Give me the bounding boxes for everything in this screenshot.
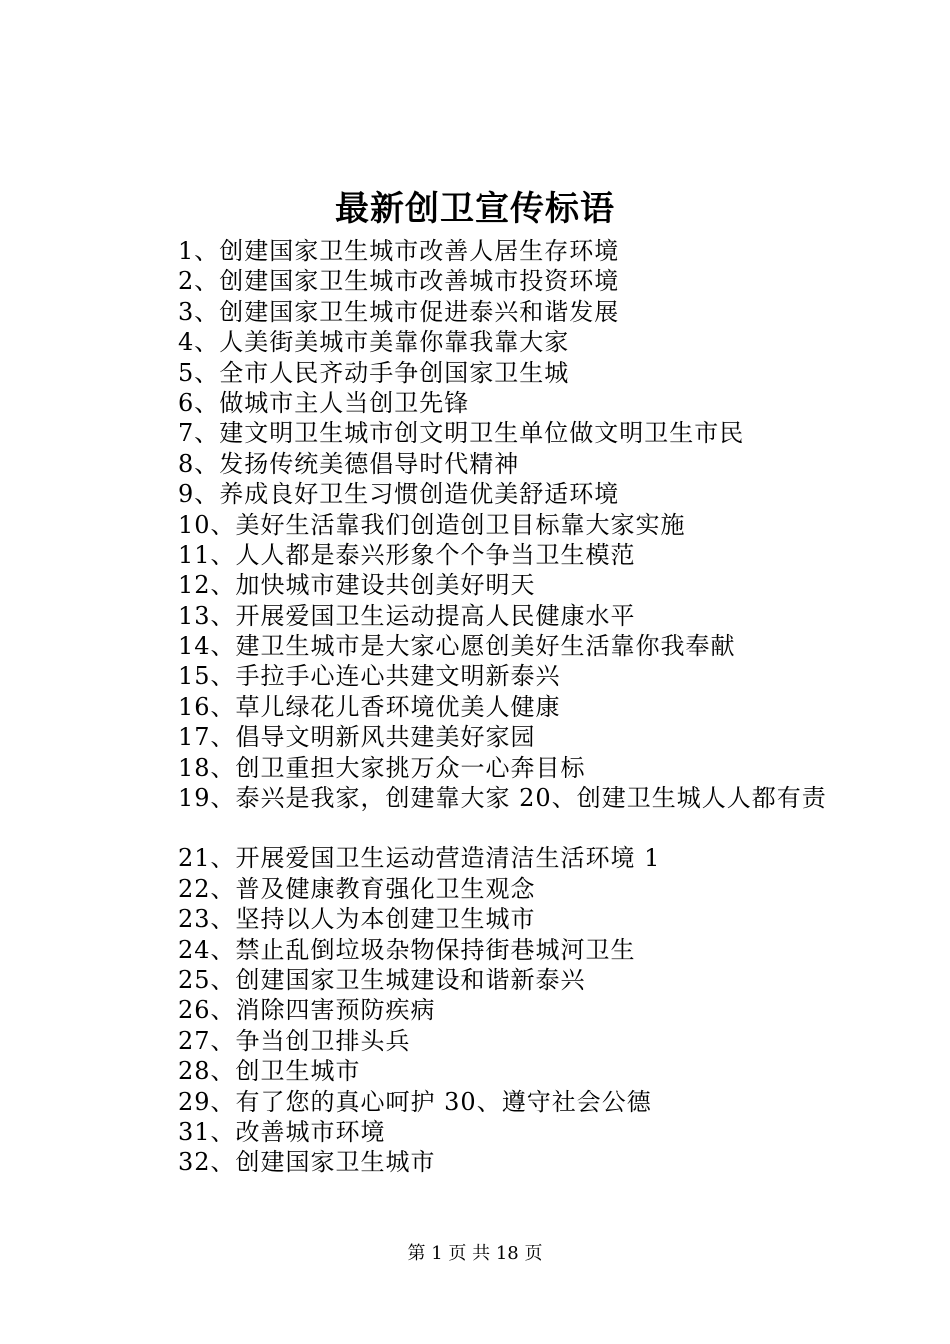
- slogan-line: 7、建文明卫生城市创文明卫生单位做文明卫生市民: [178, 419, 745, 448]
- slogan-line: 21、开展爱国卫生运动营造清洁生活环境 1: [178, 844, 661, 873]
- slogan-line: 1、创建国家卫生城市改善人居生存环境: [178, 237, 620, 265]
- slogan-line: 23、坚持以人为本创建卫生城市: [178, 905, 536, 934]
- slogan-line: 25、创建国家卫生城建设和谐新泰兴: [178, 965, 586, 994]
- slogan-line: 11、人人都是泰兴形象个个争当卫生模范: [178, 540, 636, 569]
- slogan-line: 28、创卫生城市: [178, 1057, 361, 1086]
- slogan-line: 18、创卫重担大家挑万众一心奔目标: [178, 753, 586, 782]
- slogan-line: 32、创建国家卫生城市: [178, 1148, 436, 1177]
- slogan-line: 3、创建国家卫生城市促进泰兴和谐发展: [178, 297, 620, 326]
- slogan-line: 12、加快城市建设共创美好明天: [178, 571, 536, 600]
- slogan-line: 22、普及健康教育强化卫生观念: [178, 874, 536, 903]
- slogan-line: 15、手拉手心连心共建文明新泰兴: [178, 662, 561, 691]
- slogan-line: 27、争当创卫排头兵: [178, 1026, 411, 1055]
- slogan-line: 16、草儿绿花儿香环境优美人健康: [178, 692, 561, 721]
- slogan-line: 14、建卫生城市是大家心愿创美好生活靠你我奉献: [178, 632, 736, 661]
- slogan-list: [178, 236, 918, 1178]
- slogan-line: 31、改善城市环境: [178, 1117, 386, 1146]
- slogan-line: 5、全市人民齐动手争创国家卫生城: [178, 358, 570, 387]
- slogan-line: 17、倡导文明新风共建美好家园: [178, 723, 536, 752]
- slogan-line: 8、发扬传统美德倡导时代精神: [178, 449, 520, 478]
- slogan-line: 9、养成良好卫生习惯创造优美舒适环境: [178, 480, 620, 509]
- page-footer: 第 1 页 共 18 页: [407, 1243, 543, 1264]
- slogan-line: 19、泰兴是我家，创建靠大家 20、创建卫生城人人都有责: [178, 784, 827, 813]
- slogan-line: 29、有了您的真心呵护 30、遵守社会公德: [178, 1087, 652, 1116]
- slogan-line: 2、创建国家卫生城市改善城市投资环境: [178, 267, 620, 296]
- page-title: 最新创卫宣传标语: [335, 189, 615, 229]
- slogan-line: 4、人美街美城市美靠你靠我靠大家: [178, 328, 570, 357]
- slogan-line: 13、开展爱国卫生运动提高人民健康水平: [178, 601, 636, 630]
- slogan-line: 24、禁止乱倒垃圾杂物保持街巷城河卫生: [178, 935, 636, 964]
- slogan-line: 10、美好生活靠我们创造创卫目标靠大家实施: [178, 510, 686, 539]
- slogan-line: 26、消除四害预防疾病: [178, 996, 436, 1025]
- slogan-line: 6、做城市主人当创卫先锋: [178, 388, 470, 417]
